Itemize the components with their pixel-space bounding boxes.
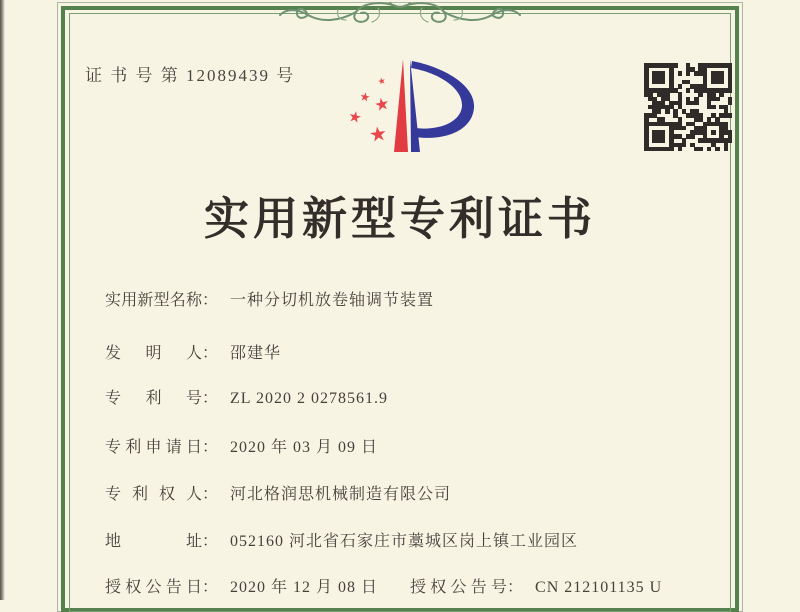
certificate-number: 证 书 号 第 12089439 号 [85, 66, 296, 85]
svg-text:★: ★ [346, 106, 364, 128]
certificate-title: 实用新型专利证书 [203, 194, 596, 244]
field-label: 发明人 [105, 345, 202, 362]
logo-stars [347, 76, 392, 147]
field-row-filing-date [105, 434, 378, 457]
field-row-address [105, 528, 578, 551]
field-value: 邵建华 [230, 345, 282, 362]
field-row-grant-date [105, 574, 378, 597]
field-colon: ： [202, 439, 219, 456]
field-label: 授权公告日 [105, 579, 202, 596]
cnipa-logo-icon [340, 56, 480, 156]
field-colon: ： [202, 486, 219, 503]
svg-text:★: ★ [372, 93, 392, 117]
field-row-grant-number [410, 574, 662, 597]
field-colon: ： [202, 292, 219, 309]
logo-p-bowl [411, 61, 474, 138]
field-value: 2020 年 03 月 09 日 [230, 439, 379, 456]
field-value: CN 212101135 U [535, 579, 663, 596]
field-row-utility-model-name [105, 287, 434, 310]
field-value: 052160 河北省石家庄市藁城区岗上镇工业园区 [230, 533, 579, 550]
field-label: 地址 [105, 533, 202, 550]
svg-text:★: ★ [358, 89, 372, 105]
logo-red-spike [394, 59, 408, 152]
field-value: 2020 年 12 月 08 日 [230, 579, 379, 596]
field-row-patent-number [105, 385, 388, 408]
field-label: 专利权人 [105, 486, 202, 503]
logo-blue-spike [410, 59, 420, 152]
field-colon: ： [202, 345, 219, 362]
field-value: 一种分切机放卷轴调节装置 [230, 292, 435, 309]
field-label: 实用新型名称 [105, 292, 202, 309]
field-colon: ： [202, 390, 219, 407]
scan-page-edge [0, 0, 5, 600]
field-row-inventor [105, 340, 281, 363]
field-label: 专利号 [105, 390, 202, 407]
field-colon: ： [202, 533, 219, 550]
field-label: 专利申请日 [105, 439, 202, 456]
qr-code [644, 63, 732, 151]
field-value: 河北格润思机械制造有限公司 [230, 486, 452, 503]
field-colon: ： [202, 579, 219, 596]
field-value: ZL 2020 2 0278561.9 [230, 390, 388, 407]
field-colon: ： [507, 579, 524, 596]
svg-text:★: ★ [367, 120, 389, 148]
top-scroll-ornament-icon [278, 0, 522, 26]
svg-text:★: ★ [376, 76, 388, 88]
field-label: 授权公告号 [410, 579, 507, 596]
field-row-patentee [105, 481, 451, 504]
